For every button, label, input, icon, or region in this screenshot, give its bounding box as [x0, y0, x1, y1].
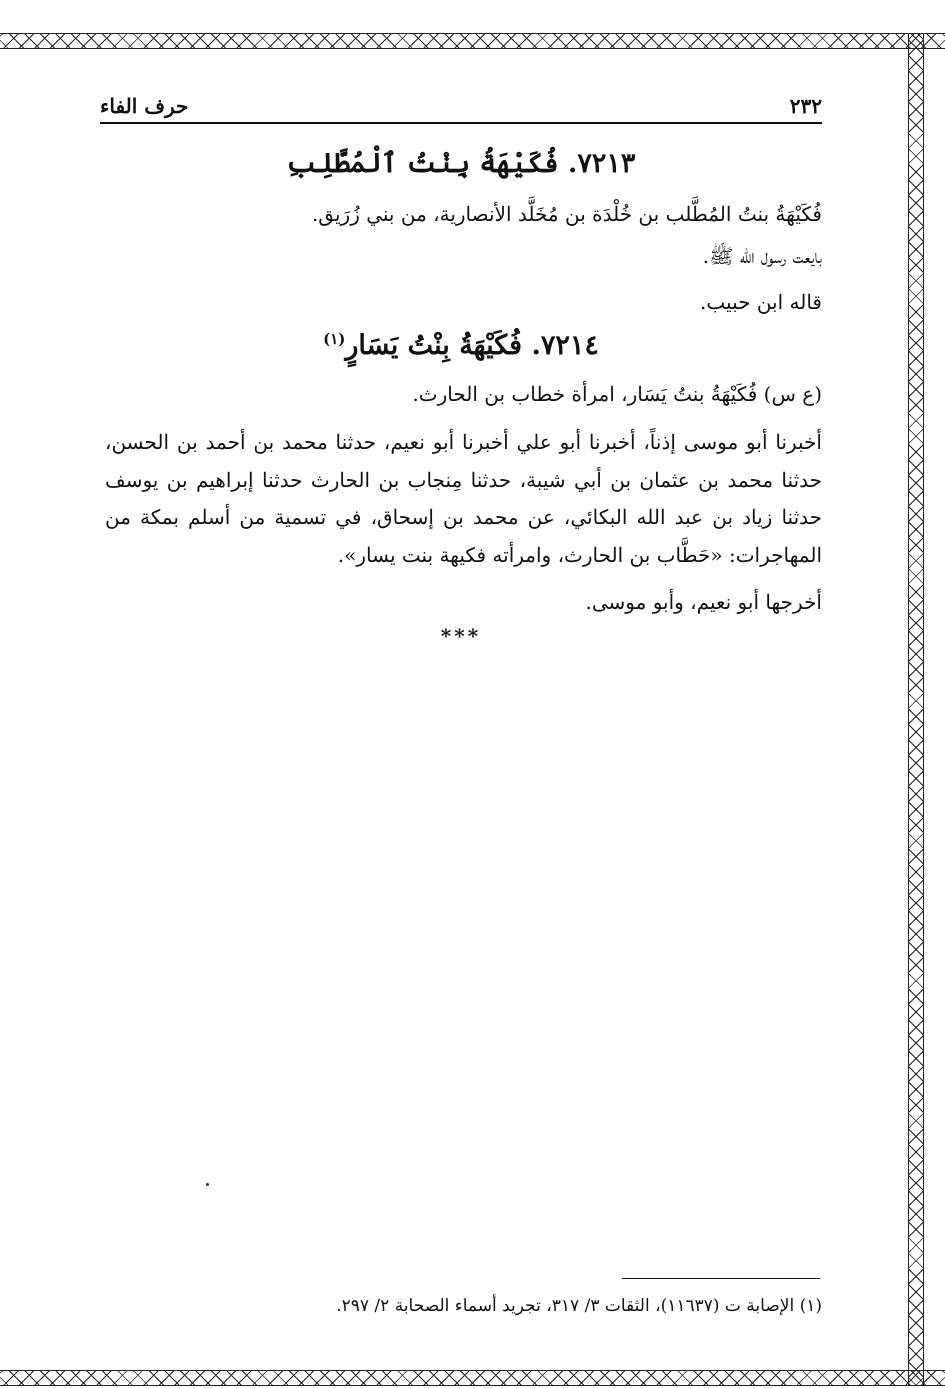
section-separator: *** [440, 624, 482, 648]
entry-7214-closing: أخرجها أبو نعيم، وأبو موسى. [585, 590, 822, 614]
entry-7214-line-1: (ع س) فُكَيْهَةُ بنتُ يَسَار، امرأة خطاب بن الحارث. [412, 382, 822, 406]
running-head [100, 88, 822, 124]
entry-title-7214 [100, 330, 822, 361]
entry-7214-isnad-paragraph: أخبرنا أبو موسى إذناً، أخبرنا أبو علي أخبرنا أبو نعيم، حدثنا محمد بن أحمد بن الحسن، حدثنا محمد بن عثمان بن أبي شيبة، حدثنا مِنجاب بن الحارث حدثنا إبراهيم بن يوسف حدثنا زياد بن عبد الله البكائي، عن محمد بن إسحاق، في تسمية من أسلم بمكة من المهاجرات: «حَطَّاب بن الحارث، وامرأته فكيهة بنت يسار». [105, 430, 822, 567]
entry-title-7213 [100, 148, 822, 179]
print-speck [206, 1183, 209, 1186]
footnote-ref: (١) [323, 330, 346, 348]
entry-7213-line-2: بايعت رسول الله ﷺ. [702, 244, 822, 268]
footnote-rule [622, 1278, 820, 1279]
entry-7213-line-3: قاله ابن حبيب. [700, 290, 822, 314]
entry-title-7213-text: ٧٢١٣. فُكَيْهَةُ بِنْتُ ٱلْمُطَّلِبِ [286, 148, 636, 179]
chapter-title: حرف الفاء [100, 94, 189, 118]
entry-title-7214-text: ٧٢١٤. فُكَيْهَةُ بِنْتُ يَسَارٍ [345, 330, 599, 361]
entry-7213-line-1: فُكَيْهَةُ بنتُ المُطَّلب بن خُلْدَة بن مُخَلَّد الأنصارية، من بني زُرَيق. [311, 202, 822, 226]
page-number: ٢٣٢ [789, 94, 822, 118]
footnote: (١) الإصابة ت (١١٦٣٧)، الثقات ٣/ ٣١٧، تجريد أسماء الصحابة ٢/ ٢٩٧. [336, 1296, 822, 1316]
